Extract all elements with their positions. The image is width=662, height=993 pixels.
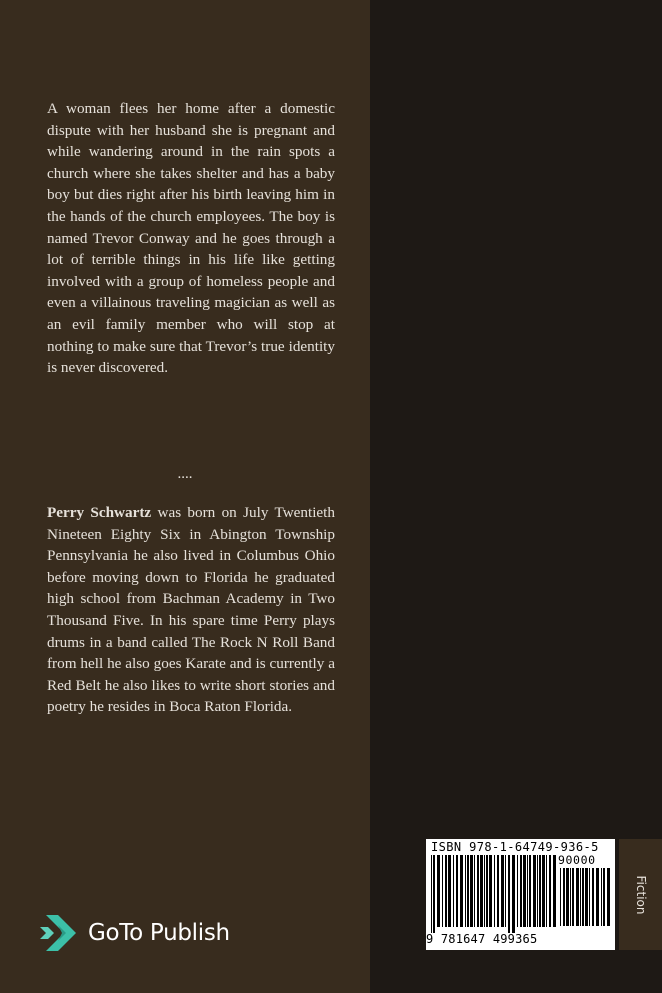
barcode-bar	[542, 855, 545, 927]
barcode-bars-addon	[559, 868, 611, 946]
barcode-bar	[460, 855, 463, 927]
barcode-bar	[607, 868, 610, 926]
barcode-bar	[433, 855, 435, 933]
author-bio	[47, 502, 335, 718]
barcode-bar	[477, 855, 479, 927]
barcode-bars-main	[430, 855, 556, 933]
barcode-bar	[582, 868, 584, 926]
barcode-bar	[512, 855, 515, 933]
barcode-bar	[453, 855, 454, 927]
barcode-bar	[505, 855, 506, 927]
barcode-bar	[431, 855, 432, 933]
barcode-bar	[442, 855, 443, 927]
barcode-bar	[508, 855, 510, 933]
barcode-bar	[456, 855, 458, 927]
barcode-bar	[470, 855, 473, 927]
isbn-label: ISBN 978-1-64749-936-5	[431, 840, 599, 854]
book-blurb: A woman flees her home after a domestic dispute with her husband she is pregnant and while wandering around in the rain spots a church where she takes shelter and has a baby boy but dies right after his birth leaving him in the hands of the church employees. The boy is named Trevor Conway and he goes through a lot of terrible things in his life like getting involved with a group of homeless people and even a villainous traveling magician as well as an evil family member who will stop at nothing to make sure that Trevor’s true identity is never discovered.	[47, 100, 335, 377]
barcode-bar	[589, 868, 590, 926]
barcode-bar	[489, 855, 492, 927]
barcode-bar	[501, 855, 504, 927]
barcode-bar	[601, 868, 602, 926]
barcode-bar	[465, 855, 466, 927]
barcode-bar	[523, 855, 526, 927]
barcode-bar	[497, 855, 499, 927]
barcode-bar	[576, 868, 579, 926]
barcode-bar	[527, 855, 528, 927]
author-bio-text: was born on July Twentieth Nineteen Eighty Six in Abington Township Pennsylvania he also lived in Columbus Ohio before moving down to Florida he graduated high school from Bachman Academy in Two Thousand Five. In his spare time Perry plays drums in a band called The Rock N Roll Band from hell he also goes Karate and is currently a Red Belt he also likes to write short stories and poetry he resides in Boca Raton Florida.	[47, 504, 335, 716]
barcode-bar	[563, 868, 565, 926]
barcode-bar	[484, 855, 485, 927]
section-separator: ....	[177, 466, 193, 482]
goto-chevron-logo-icon	[40, 913, 80, 953]
barcode-bar	[448, 855, 451, 927]
barcode-bar	[437, 855, 440, 927]
barcode-bar	[494, 855, 495, 927]
barcode-bar	[445, 855, 447, 927]
barcode-bar	[585, 868, 588, 926]
barcode-bar	[572, 868, 574, 926]
barcode-bar	[596, 868, 599, 926]
barcode-bar	[592, 868, 594, 926]
barcode-bar	[580, 868, 581, 926]
barcode-bar	[529, 855, 531, 927]
barcode-bar	[549, 855, 551, 927]
barcode-bar	[570, 868, 571, 926]
barcode-bar	[566, 868, 569, 926]
barcode-digits: 9 781647 499365	[426, 932, 538, 946]
barcode-bar	[539, 855, 541, 927]
barcode-bar	[480, 855, 483, 927]
barcode-bar	[560, 868, 561, 926]
author-name: Perry Schwartz	[47, 504, 152, 521]
genre-tab	[619, 839, 662, 950]
isbn-barcode	[426, 839, 615, 950]
publisher-name: GoTo Publish	[88, 920, 230, 946]
barcode-bar	[546, 855, 547, 927]
barcode-bar	[486, 855, 488, 927]
barcode-bar	[520, 855, 522, 927]
barcode-bar	[603, 868, 605, 926]
barcode-bar	[474, 855, 475, 927]
barcode-bar	[517, 855, 518, 927]
genre-label: Fiction	[633, 875, 648, 914]
barcode-bar	[467, 855, 469, 927]
barcode-bar	[533, 855, 536, 927]
publisher-logo	[40, 912, 230, 954]
barcode-bar	[553, 855, 556, 927]
price-code: 90000	[558, 853, 596, 867]
barcode-bar	[537, 855, 538, 927]
